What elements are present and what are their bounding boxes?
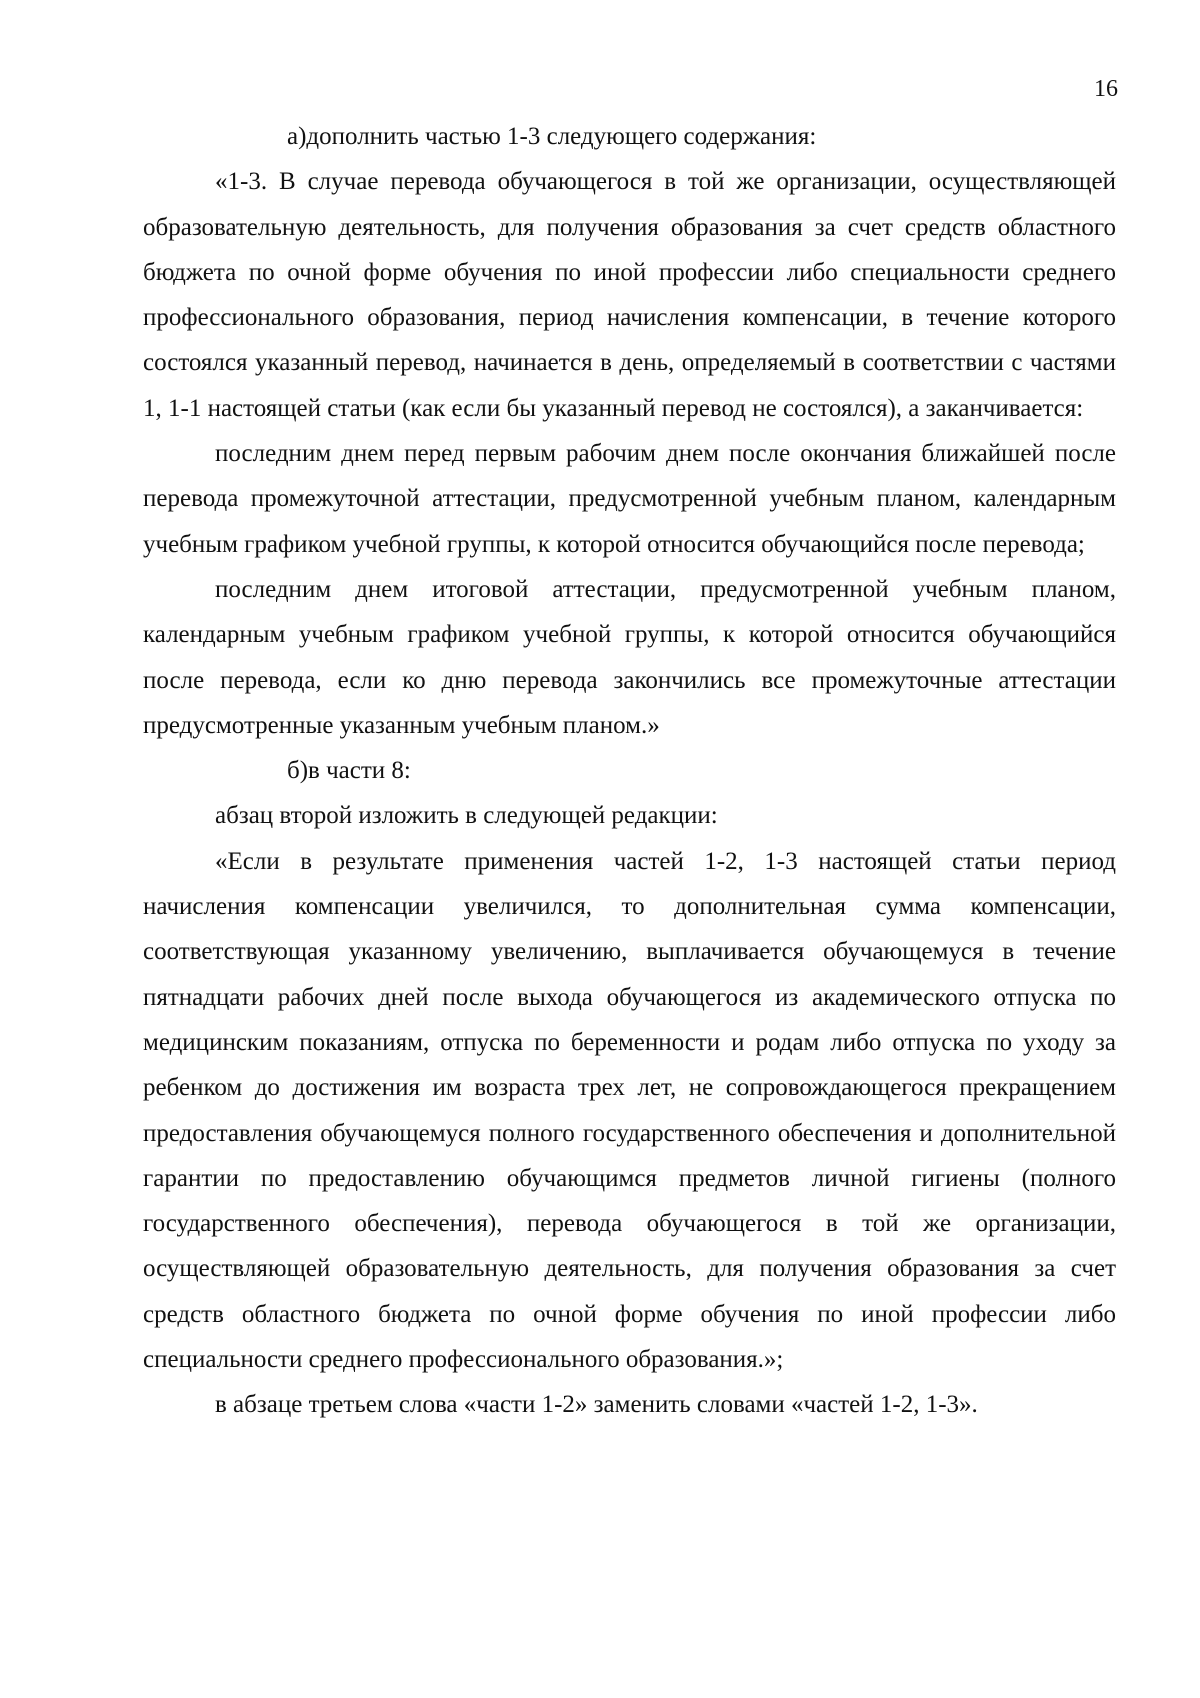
paragraph-second-abzac: абзац второй изложить в следующей редакции: (215, 802, 718, 830)
paragraph-item-b (143, 748, 1116, 793)
paragraph-quote-1-3: «1-3. В случае перевода обучающегося в той же организации, осуществляющей образовательную деятельность, для получения образования за счет средств областного бюджета по очной форме обучения по иной профессии либо специальности среднего профессионального образования, период начисления компенсации, в течение которого состоялся указанный перевод, начинается в день, определяемый в соответствии с частями 1, 1-1 настоящей статьи (как если бы указанный перевод не состоялся), а заканчивается: (143, 168, 1116, 422)
paragraph-last-day-final: последним днем итоговой аттестации, предусмотренной учебным планом, календарным учебным графиком учебной группы, к которой относится обучающийся после перевода, если ко дню перевода закончились все промежуточные аттестации предусмотренные указанным учебным планом.» (143, 575, 1116, 739)
paragraph-text: в части 8: (308, 757, 411, 785)
list-marker-b: б) (287, 757, 309, 785)
page-number: 16 (1094, 76, 1118, 102)
paragraph-quote-compensation: «Если в результате применения частей 1-2, 1-3 настоящей статьи период начисления компенсации увеличился, то дополнительная сумма компенсации, соответствующая указанному увеличению, выплачивается обучающемуся в течение пятнадцати рабочих дней после выхода обучающегося из академического отпуска по медицинским показаниям, отпуска по беременности и родам либо отпуска по уходу за ребенком до достижения им возраста трех лет, не сопровождающегося прекращением предоставления обучающемуся полного государственного обеспечения и дополнительной гарантии по предоставлению обучающимся предметов личной гигиены (полного государственного обеспечения), перевода обучающегося в той же организации, осуществляющей образовательную деятельность, для получения образования за счет средств областного бюджета по очной форме обучения по иной профессии либо специальности среднего профессионального образования.»; (143, 847, 1116, 1374)
list-marker-a: а) (287, 123, 307, 150)
paragraph-item-a (143, 114, 1116, 159)
paragraph-text: дополнить частью 1-3 следующего содержания: (306, 123, 817, 150)
document-body (143, 114, 1116, 1428)
paragraph-third-abzac: в абзаце третьем слова «части 1-2» заменить словами «частей 1-2, 1-3». (215, 1391, 978, 1419)
paragraph-last-day-intermediate: последним днем перед первым рабочим днем после окончания ближайшей после перевода промежуточной аттестации, предусмотренной учебным планом, календарным учебным графиком учебной группы, к которой относится обучающийся после перевода; (143, 440, 1116, 558)
